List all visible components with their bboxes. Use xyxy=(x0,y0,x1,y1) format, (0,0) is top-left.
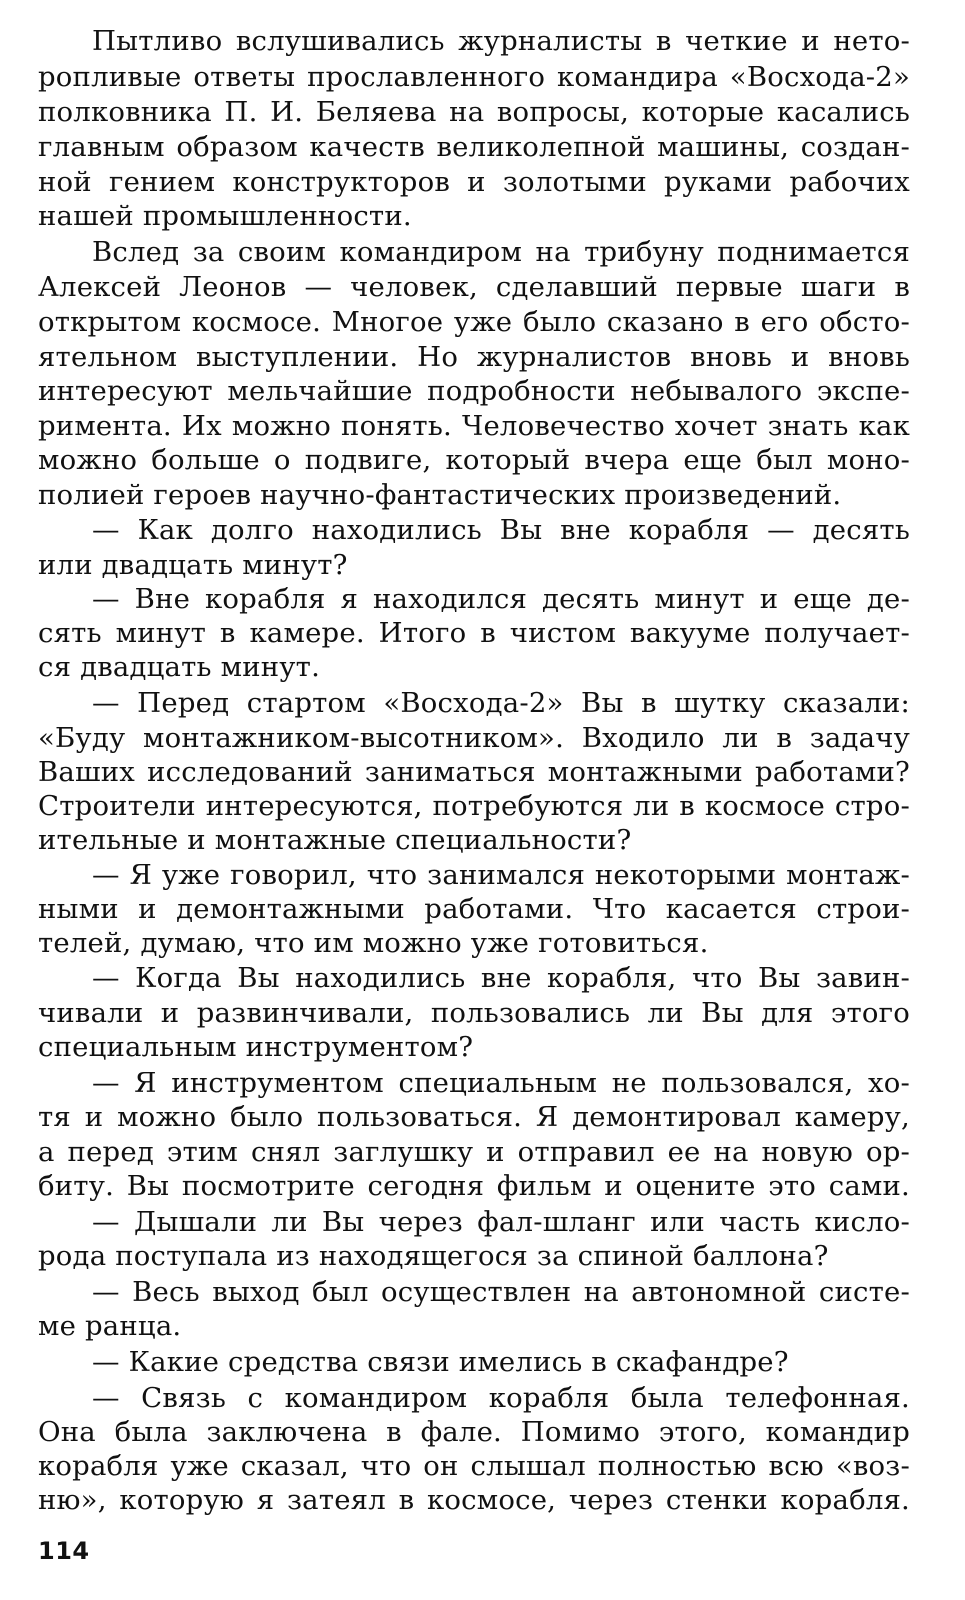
text-line: телей, думаю, что им можно уже готовиться. xyxy=(38,927,709,959)
text-line: ной гением конструкторов и золотыми руками рабочих xyxy=(38,166,910,198)
text-line: Ваших исследований заниматься монтажными работами? xyxy=(38,756,910,788)
text-line: рода поступала из находящегося за спиной баллона? xyxy=(38,1240,829,1272)
text-line: ся двадцать минут. xyxy=(38,651,321,683)
text-line: главным образом качеств великолепной машины, создан- xyxy=(38,131,910,163)
text-line: Пытливо вслушивались журналисты в четкие и нето- xyxy=(92,25,910,57)
text-line: — Дышали ли Вы через фал-шланг или часть кисло- xyxy=(92,1206,910,1238)
text-line: тя и можно было пользоваться. Я демонтировал камеру, xyxy=(38,1101,910,1133)
text-line: чивали и развинчивали, пользовались ли Вы для этого xyxy=(38,997,910,1029)
text-line: — Связь с командиром корабля была телефонная. xyxy=(92,1382,910,1414)
text-line: полией героев научно-фантастических произведений. xyxy=(38,479,842,511)
text-line: «Буду монтажником-высотником». Входило ли в задачу xyxy=(38,722,910,754)
text-line: ню», которую я затеял в космосе, через стенки корабля. xyxy=(38,1484,910,1516)
text-line: сять минут в камере. Итого в чистом вакууме получает- xyxy=(38,617,910,649)
text-line: ятельном выступлении. Но журналистов вновь и вновь xyxy=(38,341,910,373)
page-number: 114 xyxy=(38,1537,90,1565)
text-line: — Весь выход был осуществлен на автономной систе- xyxy=(92,1276,910,1308)
text-line: ропливые ответы прославленного командира «Восхода-2» xyxy=(38,61,910,93)
text-line: корабля уже сказал, что он слышал полностью всю «воз- xyxy=(38,1450,910,1482)
text-line: интересуют мельчайшие подробности небывалого экспе- xyxy=(38,375,910,407)
text-line: ительные и монтажные специальности? xyxy=(38,824,632,856)
text-line: — Я уже говорил, что занимался некоторыми монтаж- xyxy=(92,859,910,891)
text-line: ными и демонтажными работами. Что касается строи- xyxy=(38,893,910,925)
text-line: — Когда Вы находились вне корабля, что Вы завин- xyxy=(92,962,910,994)
text-line: специальным инструментом? xyxy=(38,1031,474,1063)
text-line: — Вне корабля я находился десять минут и еще де- xyxy=(92,583,910,615)
text-line: нашей промышленности. xyxy=(38,200,412,232)
text-line: Она была заключена в фале. Помимо этого, командир xyxy=(38,1416,910,1448)
text-line: открытом космосе. Многое уже было сказано в его обсто- xyxy=(38,306,910,338)
text-line: а перед этим снял заглушку и отправил ее на новую ор- xyxy=(38,1136,910,1168)
text-line: — Какие средства связи имелись в скафандре? xyxy=(92,1346,789,1378)
text-line: Вслед за своим командиром на трибуну поднимается xyxy=(92,236,910,268)
text-line: Алексей Леонов — человек, сделавший первые шаги в xyxy=(38,271,910,303)
text-line: биту. Вы посмотрите сегодня фильм и оцените это сами. xyxy=(38,1170,910,1202)
text-line: римента. Их можно понять. Человечество хочет знать как xyxy=(38,410,910,442)
text-line: — Перед стартом «Восхода-2» Вы в шутку сказали: xyxy=(92,687,910,719)
text-line: — Я инструментом специальным не пользовался, хо- xyxy=(92,1067,910,1099)
text-line: полковника П. И. Беляева на вопросы, которые касались xyxy=(38,96,910,128)
text-line: — Как долго находились Вы вне корабля — десять xyxy=(92,514,910,546)
text-line: или двадцать минут? xyxy=(38,549,348,581)
text-line: Строители интересуются, потребуются ли в космосе стро- xyxy=(38,790,910,822)
text-line: можно больше о подвиге, который вчера еще был моно- xyxy=(38,444,910,476)
text-line: ме ранца. xyxy=(38,1310,182,1342)
